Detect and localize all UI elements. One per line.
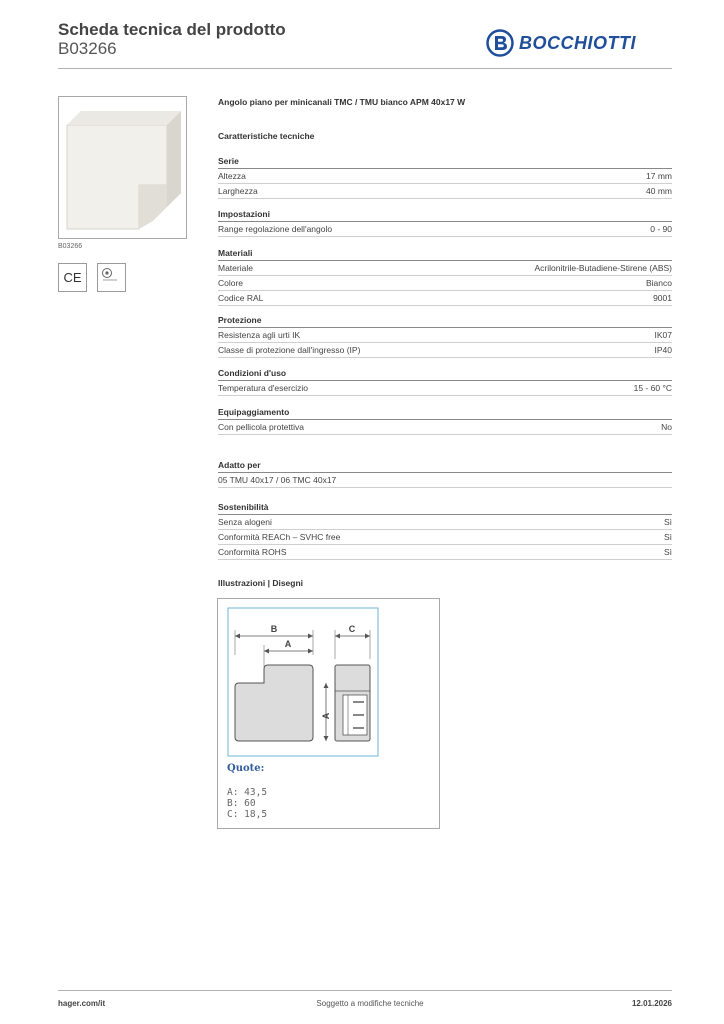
spec-label: Temperatura d'esercizio [218, 383, 308, 393]
spec-row [218, 184, 672, 199]
product-code: B03266 [58, 39, 117, 58]
section-title: Sostenibilità [218, 500, 672, 515]
quote-b: B: 60 [227, 798, 256, 809]
section-serie [218, 154, 672, 199]
spec-value: 40 mm [646, 186, 672, 196]
spec-value: 0 - 90 [650, 224, 672, 234]
illustrations-title: Illustrazioni | Disegni [218, 578, 304, 588]
spec-value: IK07 [654, 330, 672, 340]
spec-row [218, 381, 672, 396]
footer-divider [58, 990, 672, 991]
footer-website: hager.com/it [58, 999, 106, 1008]
spec-value: No [661, 422, 672, 432]
dim-label-a-vertical: A [321, 712, 331, 720]
dim-label-b: B [270, 624, 278, 634]
certification-mark-icon [97, 263, 126, 292]
spec-row [218, 420, 672, 435]
dim-label-a: A [284, 639, 292, 649]
brand-name: BOCCHIOTTI [519, 32, 636, 53]
section-title: Protezione [218, 313, 672, 328]
spec-label: Conformità REACh – SVHC free [218, 532, 341, 542]
spec-row [218, 343, 672, 358]
spec-label: Altezza [218, 171, 246, 181]
spec-value: Bianco [646, 278, 672, 288]
header-divider [58, 68, 672, 69]
spec-label: Range regolazione dell'angolo [218, 224, 333, 234]
spec-label: Conformità ROHS [218, 547, 287, 557]
spec-row [218, 291, 672, 306]
specs-heading: Caratteristiche tecniche [218, 131, 315, 141]
spec-label: Con pellicola protettiva [218, 422, 304, 432]
corner-piece-image [58, 96, 187, 239]
spec-label: 05 TMU 40x17 / 06 TMC 40x17 [218, 475, 337, 485]
spec-label: Classe di protezione dall'ingresso (IP) [218, 345, 361, 355]
footer-note: Soggetto a modifiche tecniche [316, 999, 424, 1008]
spec-value: IP40 [654, 345, 672, 355]
ce-mark-text: CE [63, 270, 82, 285]
section-title: Impostazioni [218, 207, 672, 222]
spec-value: 17 mm [646, 171, 672, 181]
section-condizioni-uso [218, 366, 672, 396]
spec-label: Materiale [218, 263, 253, 273]
spec-label: Larghezza [218, 186, 258, 196]
spec-value: Acrilonitrile-Butadiene-Stirene (ABS) [534, 263, 672, 273]
spec-value: 15 - 60 °C [633, 383, 672, 393]
spec-label: Resistenza agli urti IK [218, 330, 301, 340]
spec-row [218, 515, 672, 530]
product-description: Angolo piano per minicanali TMC / TMU bianco APM 40x17 W [218, 97, 466, 107]
spec-label: Senza alogeni [218, 517, 272, 527]
spec-value: Sì [663, 532, 672, 542]
section-protezione [218, 313, 672, 358]
quote-c: C: 18,5 [227, 809, 268, 820]
section-adatto-per [218, 458, 672, 488]
page-title: Scheda tecnica del prodotto [58, 20, 286, 39]
dim-label-c: C [348, 624, 356, 634]
section-title: Serie [218, 154, 672, 169]
quote-a: A: 43,5 [227, 787, 268, 798]
spec-row [218, 222, 672, 237]
section-equipaggiamento [218, 405, 672, 435]
spec-value: Sì [663, 547, 672, 557]
spec-label: Colore [218, 278, 244, 288]
spec-value: Sì [663, 517, 672, 527]
spec-row [218, 473, 672, 488]
spec-label: Codice RAL [218, 293, 264, 303]
section-title: Equipaggiamento [218, 405, 672, 420]
image-caption-code: B03266 [58, 243, 83, 250]
spec-value: 9001 [653, 293, 672, 303]
quotes-title: Quote: [227, 763, 265, 774]
footer-date: 12.01.2026 [631, 999, 672, 1008]
spec-row [218, 328, 672, 343]
section-impostazioni [218, 207, 672, 237]
section-title: Materiali [218, 246, 672, 261]
section-materiali [218, 246, 672, 306]
spec-row [218, 276, 672, 291]
section-title: Condizioni d'uso [218, 366, 672, 381]
spec-row [218, 545, 672, 560]
spec-row [218, 261, 672, 276]
ce-mark-icon [58, 263, 87, 292]
spec-row [218, 169, 672, 184]
section-sostenibilita [218, 500, 672, 560]
brand-logo [486, 29, 636, 57]
bocchiotti-logo-icon [486, 29, 514, 57]
section-title: Adatto per [218, 458, 672, 473]
spec-row [218, 530, 672, 545]
